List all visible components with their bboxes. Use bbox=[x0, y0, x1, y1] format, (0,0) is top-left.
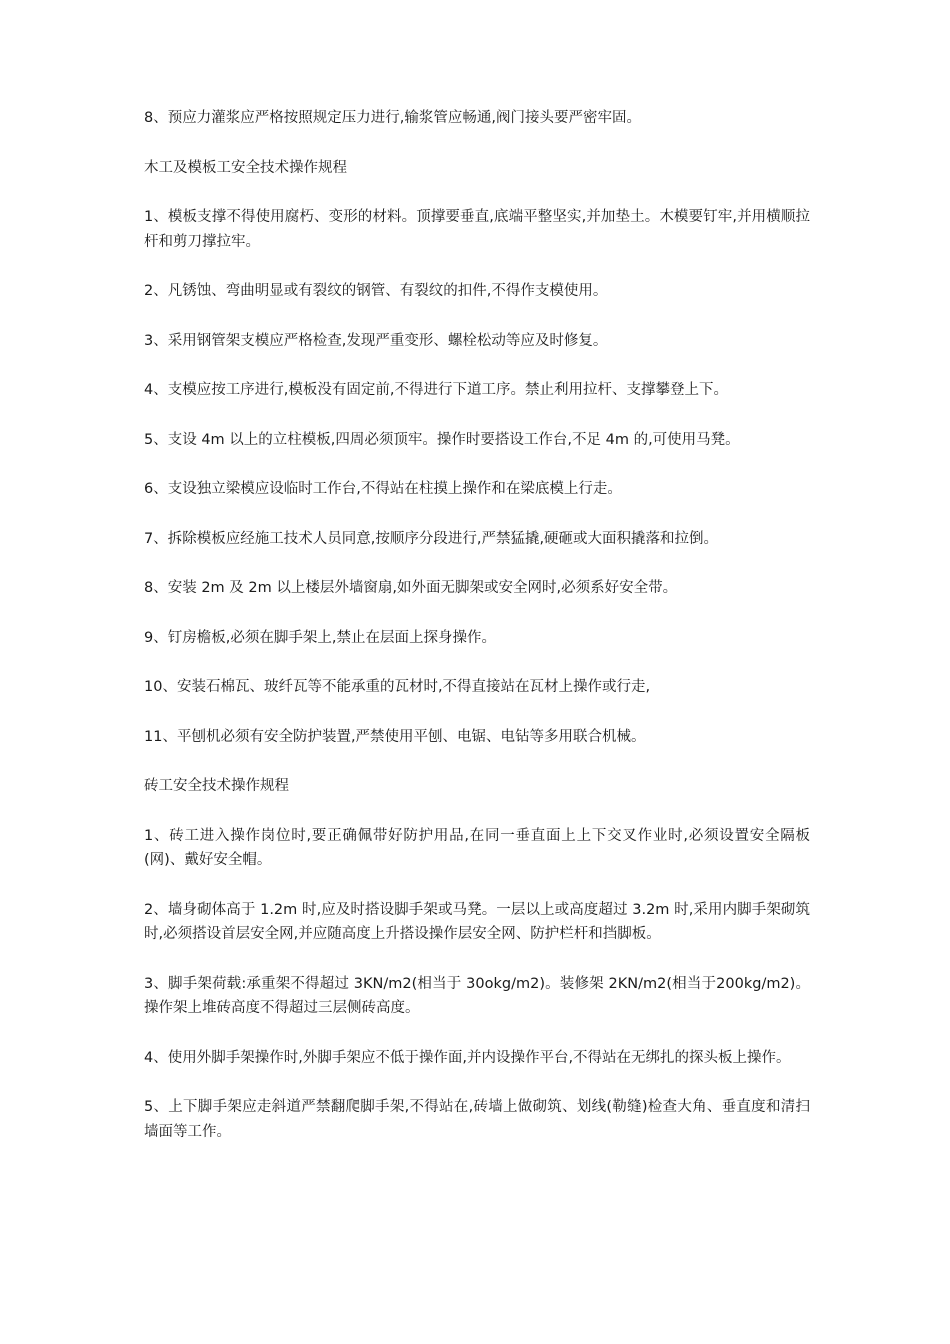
paragraph-formwork-rule-8: 8、安装 2m 及 2m 以上楼层外墙窗扇,如外面无脚架或安全网时,必须系好安全带。 bbox=[144, 580, 678, 596]
paragraph-formwork-rule-2: 2、凡锈蚀、弯曲明显或有裂纹的钢管、有裂纹的扣件,不得作支模使用。 bbox=[144, 283, 608, 299]
paragraph-masonry-rule-4: 4、使用外脚手架操作时,外脚手架应不低于操作面,并内设操作平台,不得站在无绑扎的探头板上操作。 bbox=[144, 1049, 791, 1066]
paragraph-formwork-rule-11: 11、平刨机必须有安全防护装置,严禁使用平刨、电锯、电钻等多用联合机械。 bbox=[144, 728, 646, 745]
section-heading-masonry: 砖工安全技术操作规程 bbox=[144, 778, 289, 794]
paragraph-formwork-rule-10: 10、安装石棉瓦、玻纤瓦等不能承重的瓦材时,不得直接站在瓦材上操作或行走, bbox=[144, 679, 651, 695]
paragraph-masonry-rule-2: 2、墙身砌体高于 1.2m 时,应及时搭设脚手架或马凳。一层以上或高度超过 3.2m 时,采用内脚手架砌筑时,必须搭设首层安全网,并应随高度上升搭设操作层安全网、防护栏杆和挡脚板。 bbox=[144, 901, 810, 942]
document-page bbox=[144, 106, 810, 1169]
paragraph-masonry-rule-1: 1、砖工进入操作岗位时,要正确佩带好防护用品,在同一垂直面上上下交叉作业时,必须设置安全隔板(网)、戴好安全帽。 bbox=[144, 827, 810, 868]
paragraph-formwork-rule-7: 7、拆除模板应经施工技术人员同意,按顺序分段进行,严禁猛撬,硬砸或大面积撬落和拉倒。 bbox=[144, 530, 719, 547]
paragraph-formwork-rule-9: 9、钉房檐板,必须在脚手架上,禁止在层面上探身操作。 bbox=[144, 629, 496, 646]
paragraph-formwork-rule-5: 5、支设 4m 以上的立柱模板,四周必须顶牢。操作时要搭设工作台,不足 4m 的,可使用马凳。 bbox=[144, 431, 740, 448]
section-heading-carpentry-formwork: 木工及模板工安全技术操作规程 bbox=[144, 159, 347, 176]
paragraph-formwork-rule-6: 6、支设独立梁模应设临时工作台,不得站在柱摸上操作和在梁底模上行走。 bbox=[144, 481, 622, 497]
paragraph-masonry-rule-5: 5、上下脚手架应走斜道严禁翻爬脚手架,不得站在,砖墙上做砌筑、划线(勒缝)检查大角、垂直度和清扫墙面等工作。 bbox=[144, 1099, 810, 1140]
paragraph-masonry-rule-3: 3、脚手架荷载:承重架不得超过 3KN/m2(相当于 30okg/m2)。装修架 2KN/m2(相当于200kg/m2)。操作架上堆砖高度不得超过三层侧砖高度。 bbox=[144, 975, 810, 1016]
paragraph-prestress-grouting: 8、预应力灌浆应严格按照规定压力进行,输浆管应畅通,阀门接头要严密牢固。 bbox=[144, 110, 641, 126]
paragraph-formwork-rule-3: 3、采用钢管架支模应严格检查,发现严重变形、螺栓松动等应及时修复。 bbox=[144, 332, 608, 349]
paragraph-formwork-rule-4: 4、支模应按工序进行,模板没有固定前,不得进行下道工序。禁止利用拉杆、支撑攀登上下。 bbox=[144, 382, 728, 398]
paragraph-formwork-rule-1: 1、模板支撑不得使用腐朽、变形的材料。顶撑要垂直,底端平整坚实,并加垫土。木模要钉牢,并用横顺拉杆和剪刀撑拉牢。 bbox=[144, 209, 810, 250]
